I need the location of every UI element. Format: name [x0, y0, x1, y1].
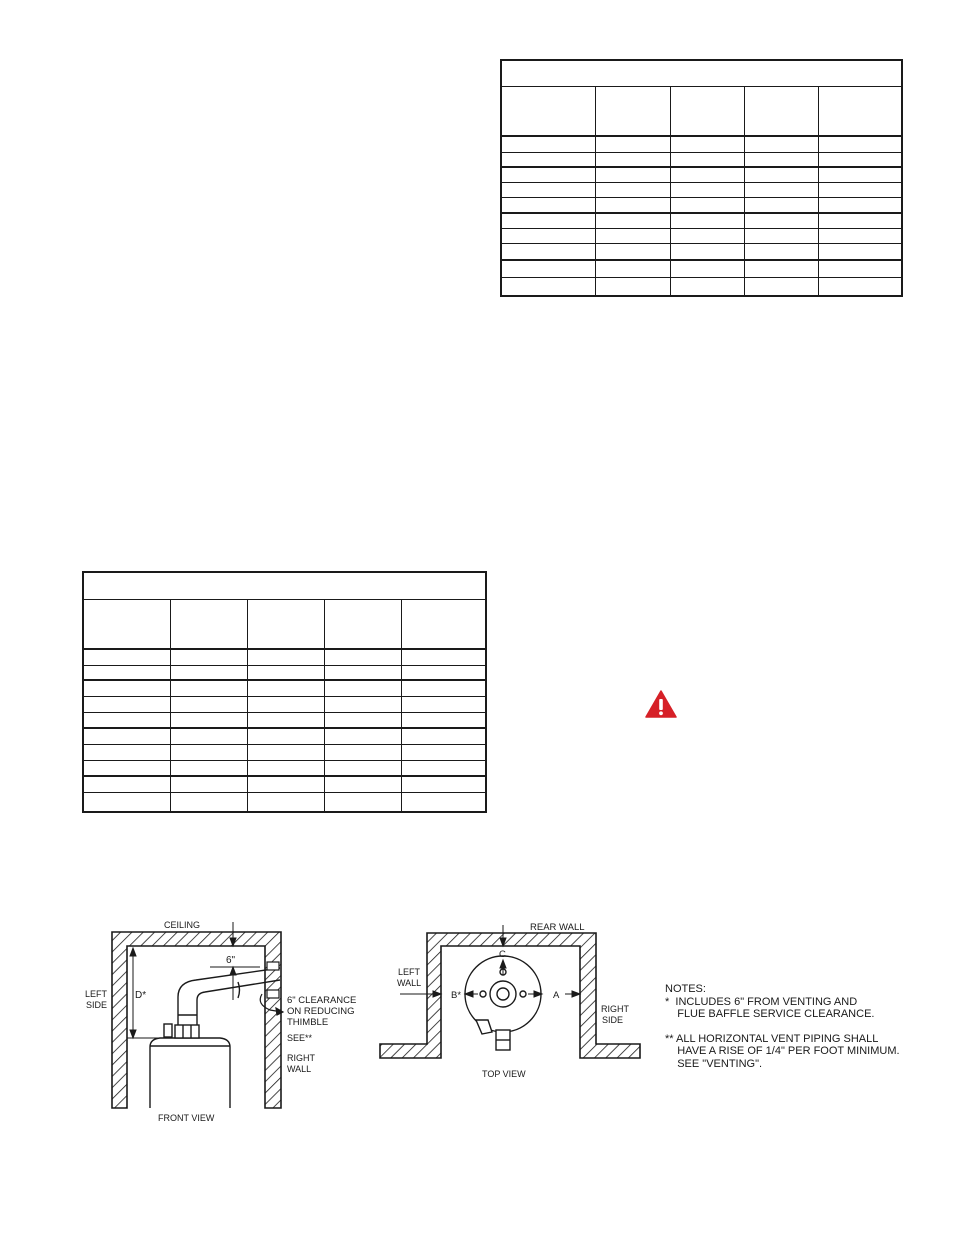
label-clearance: THIMBLE — [287, 1017, 329, 1028]
table-row — [84, 713, 485, 729]
label-left-wall: WALL — [397, 978, 422, 988]
label-left-wall: LEFT — [398, 967, 421, 977]
label-right-side: SIDE — [602, 1015, 624, 1025]
label-right-wall: WALL — [287, 1064, 312, 1074]
table-row — [502, 168, 901, 183]
table-row — [502, 198, 901, 214]
label-left-side: LEFT — [85, 989, 108, 999]
table-row — [84, 650, 485, 666]
table-column-divider — [324, 600, 325, 811]
table-row — [502, 183, 901, 198]
top-view-diagram — [375, 918, 645, 1086]
table-row — [84, 666, 485, 681]
label-see: SEE** — [287, 1033, 313, 1043]
label-rear-wall: REAR WALL — [530, 922, 585, 933]
label-dim-c: C — [499, 949, 506, 960]
table-title-bar — [502, 61, 901, 87]
table-row — [84, 777, 485, 793]
label-dim-d: D* — [135, 990, 147, 1001]
table-row — [84, 697, 485, 713]
label-dim-6: 6" — [226, 955, 236, 966]
table-row — [84, 729, 485, 745]
label-clearance: ON REDUCING — [287, 1006, 355, 1017]
water-heater — [150, 1024, 230, 1108]
warning-triangle-icon — [645, 690, 677, 718]
table-column-divider — [744, 87, 745, 295]
note-line: SEE "VENTING". — [665, 1057, 763, 1070]
table-row — [502, 214, 901, 229]
table-row — [502, 137, 901, 153]
notes-heading: NOTES: — [665, 983, 706, 995]
table-row — [84, 793, 485, 811]
table-column-divider — [170, 600, 171, 811]
table-row — [502, 153, 901, 168]
table-row — [502, 261, 901, 278]
table-column-divider — [401, 600, 402, 811]
label-left-side: SIDE — [86, 1000, 108, 1010]
table-row — [502, 229, 901, 244]
table-column-divider — [595, 87, 596, 295]
label-front-view: FRONT VIEW — [158, 1113, 215, 1123]
label-right-side: RIGHT — [601, 1004, 629, 1014]
table-row — [84, 745, 485, 761]
label-top-view: TOP VIEW — [482, 1069, 526, 1079]
note-line: HAVE A RISE OF 1/4" PER FOOT MINIMUM. — [665, 1045, 900, 1057]
table-row — [502, 278, 901, 295]
note-line: FLUE BAFFLE SERVICE CLEARANCE. — [665, 1008, 875, 1020]
table-header-row — [502, 87, 901, 137]
note-line: * INCLUDES 6" FROM VENTING AND — [665, 995, 858, 1008]
table-row — [84, 761, 485, 777]
clearance-table-left — [82, 571, 487, 813]
table-row — [84, 681, 485, 697]
clearance-table-top — [500, 59, 903, 297]
label-dim-b: B* — [451, 990, 462, 1001]
table-column-divider — [247, 600, 248, 811]
label-dim-a: A — [553, 990, 560, 1001]
diagram-notes — [665, 983, 925, 1070]
front-view-diagram — [80, 915, 380, 1127]
table-header-row — [84, 600, 485, 650]
note-line: ** ALL HORIZONTAL VENT PIPING SHALL — [665, 1032, 879, 1045]
label-ceiling: CEILING — [164, 920, 201, 930]
label-right-wall: RIGHT — [287, 1053, 315, 1063]
table-column-divider — [818, 87, 819, 295]
label-clearance: 6" CLEARANCE — [287, 995, 357, 1006]
table-row — [502, 244, 901, 261]
table-title-bar — [84, 573, 485, 600]
table-column-divider — [670, 87, 671, 295]
